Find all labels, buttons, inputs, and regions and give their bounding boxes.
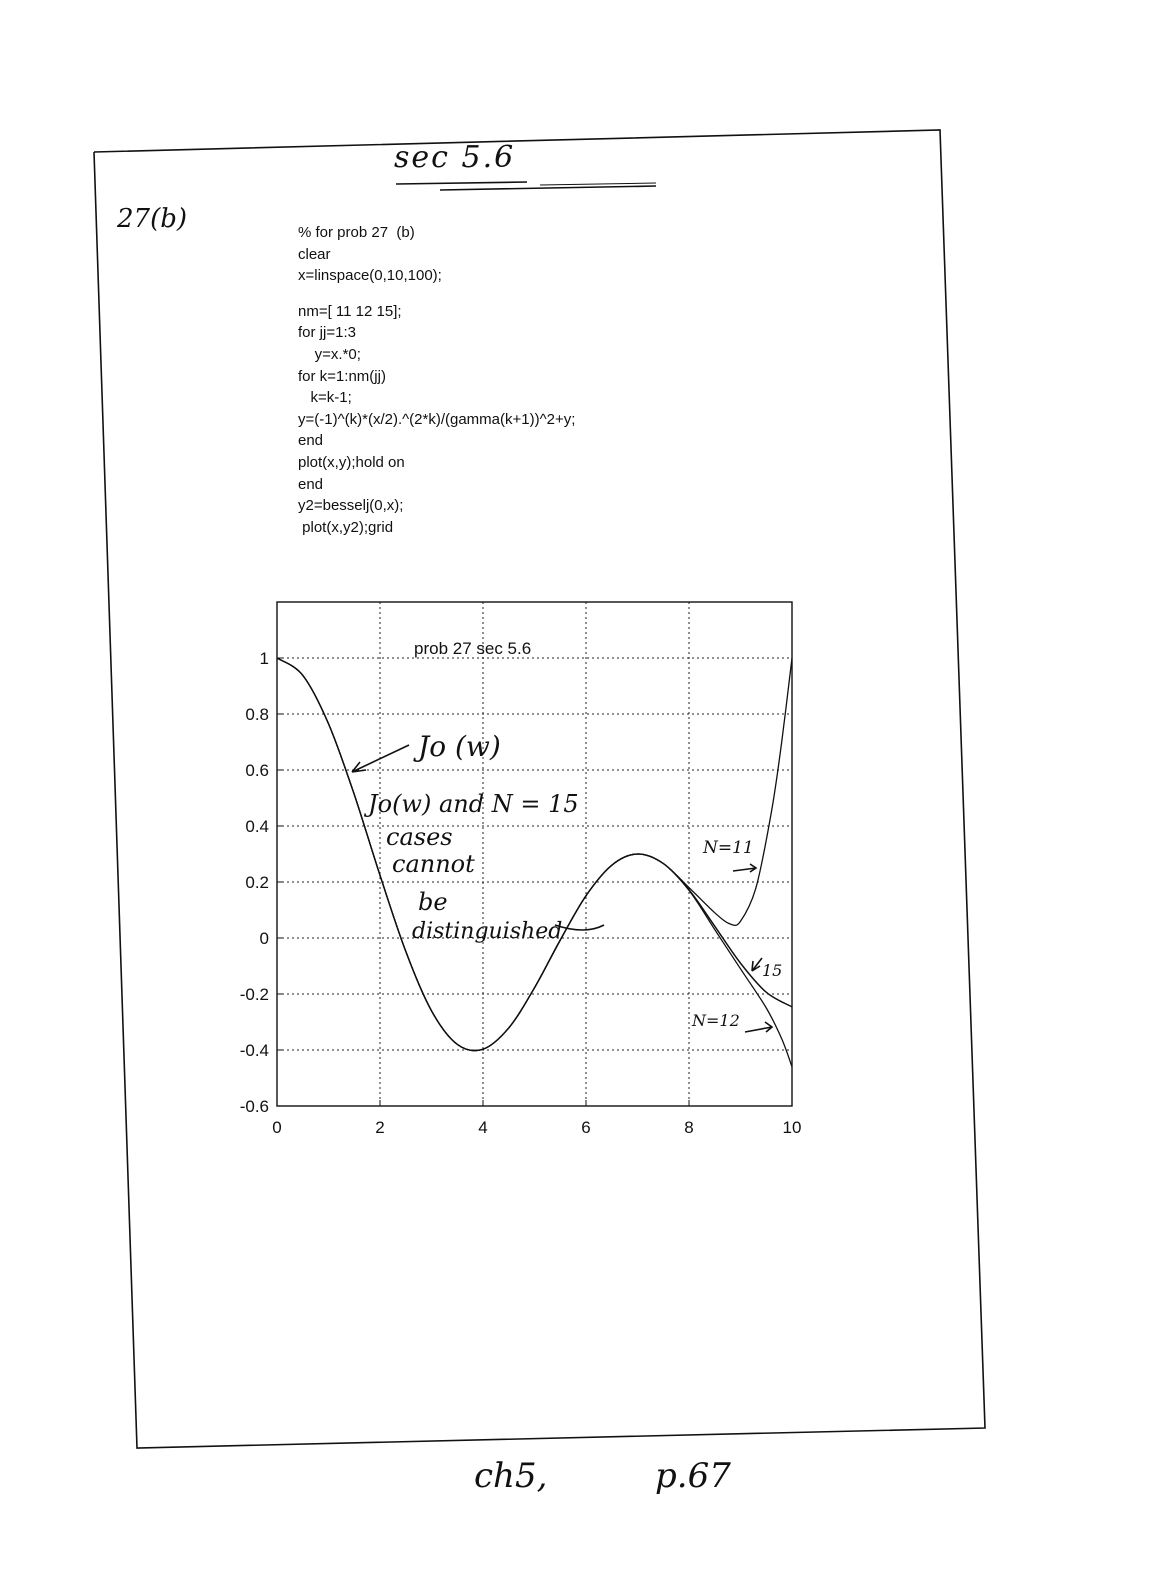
n12-arrow	[745, 1022, 772, 1032]
x-tick-label: 10	[782, 1118, 802, 1137]
code-line: end	[298, 432, 324, 450]
y-tick-label: 1	[259, 649, 269, 668]
n15-label: 15	[762, 961, 783, 980]
n11-label: N=11	[703, 838, 754, 858]
series-line-2	[277, 658, 792, 1067]
code-line: % for prob 27 (b)	[298, 224, 415, 241]
note-line4: be	[418, 888, 448, 916]
x-tick-label: 6	[581, 1118, 591, 1137]
x-tick-label: 8	[684, 1118, 694, 1137]
footer-chapter: ch5,	[474, 1456, 548, 1496]
n15-arrow	[752, 958, 762, 971]
x-tick-label: 0	[272, 1118, 282, 1137]
code-line: k=k-1;	[298, 389, 352, 407]
code-line: y=(-1)^(k)*(x/2).^(2*k)/(gamma(k+1))^2+y;	[298, 410, 576, 428]
code-line: nm=[ 11 12 15];	[298, 302, 402, 320]
code-line: y2=besselj(0,x);	[298, 497, 404, 515]
n11-arrow	[733, 864, 756, 872]
y-tick-label: -0.4	[239, 1041, 269, 1060]
y-tick-label: 0.6	[245, 761, 269, 780]
code-line: end	[298, 475, 324, 493]
y-tick-label: 0.4	[245, 817, 269, 836]
code-line: plot(x,y2);grid	[298, 518, 394, 536]
chart-series	[277, 658, 792, 1067]
code-line: plot(x,y);hold on	[298, 453, 405, 471]
problem-label: 27(b)	[117, 204, 188, 234]
footer-page: p.67	[655, 1456, 731, 1496]
y-tick-label: -0.2	[239, 985, 269, 1004]
y-tick-label: -0.6	[239, 1097, 269, 1116]
y-tick-label: 0.2	[245, 873, 269, 892]
chart-ticks	[240, 649, 802, 1137]
code-line: x=linspace(0,10,100);	[298, 267, 442, 285]
section-title: sec 5.6	[394, 140, 516, 175]
code-line: y=x.*0;	[298, 345, 361, 363]
x-tick-label: 4	[478, 1118, 488, 1137]
j0-label: Jo (w)	[418, 730, 501, 763]
code-line: for jj=1:3	[298, 324, 356, 342]
note-line1: Jo(w) and N = 15	[368, 790, 579, 818]
code-line: for k=1:nm(jj)	[298, 367, 386, 385]
note-line5: distinguished	[412, 919, 563, 944]
annotation-arrows	[352, 745, 772, 1032]
distinguished-arrow	[555, 925, 604, 930]
x-tick-label: 2	[375, 1118, 385, 1137]
y-tick-label: 0	[259, 929, 269, 948]
chart-title: prob 27 sec 5.6	[414, 639, 532, 658]
note-line2: cases	[386, 823, 453, 851]
n12-label: N=12	[692, 1011, 740, 1030]
y-tick-label: 0.8	[245, 705, 269, 724]
code-line: clear	[298, 245, 331, 263]
note-line3: cannot	[392, 850, 475, 878]
